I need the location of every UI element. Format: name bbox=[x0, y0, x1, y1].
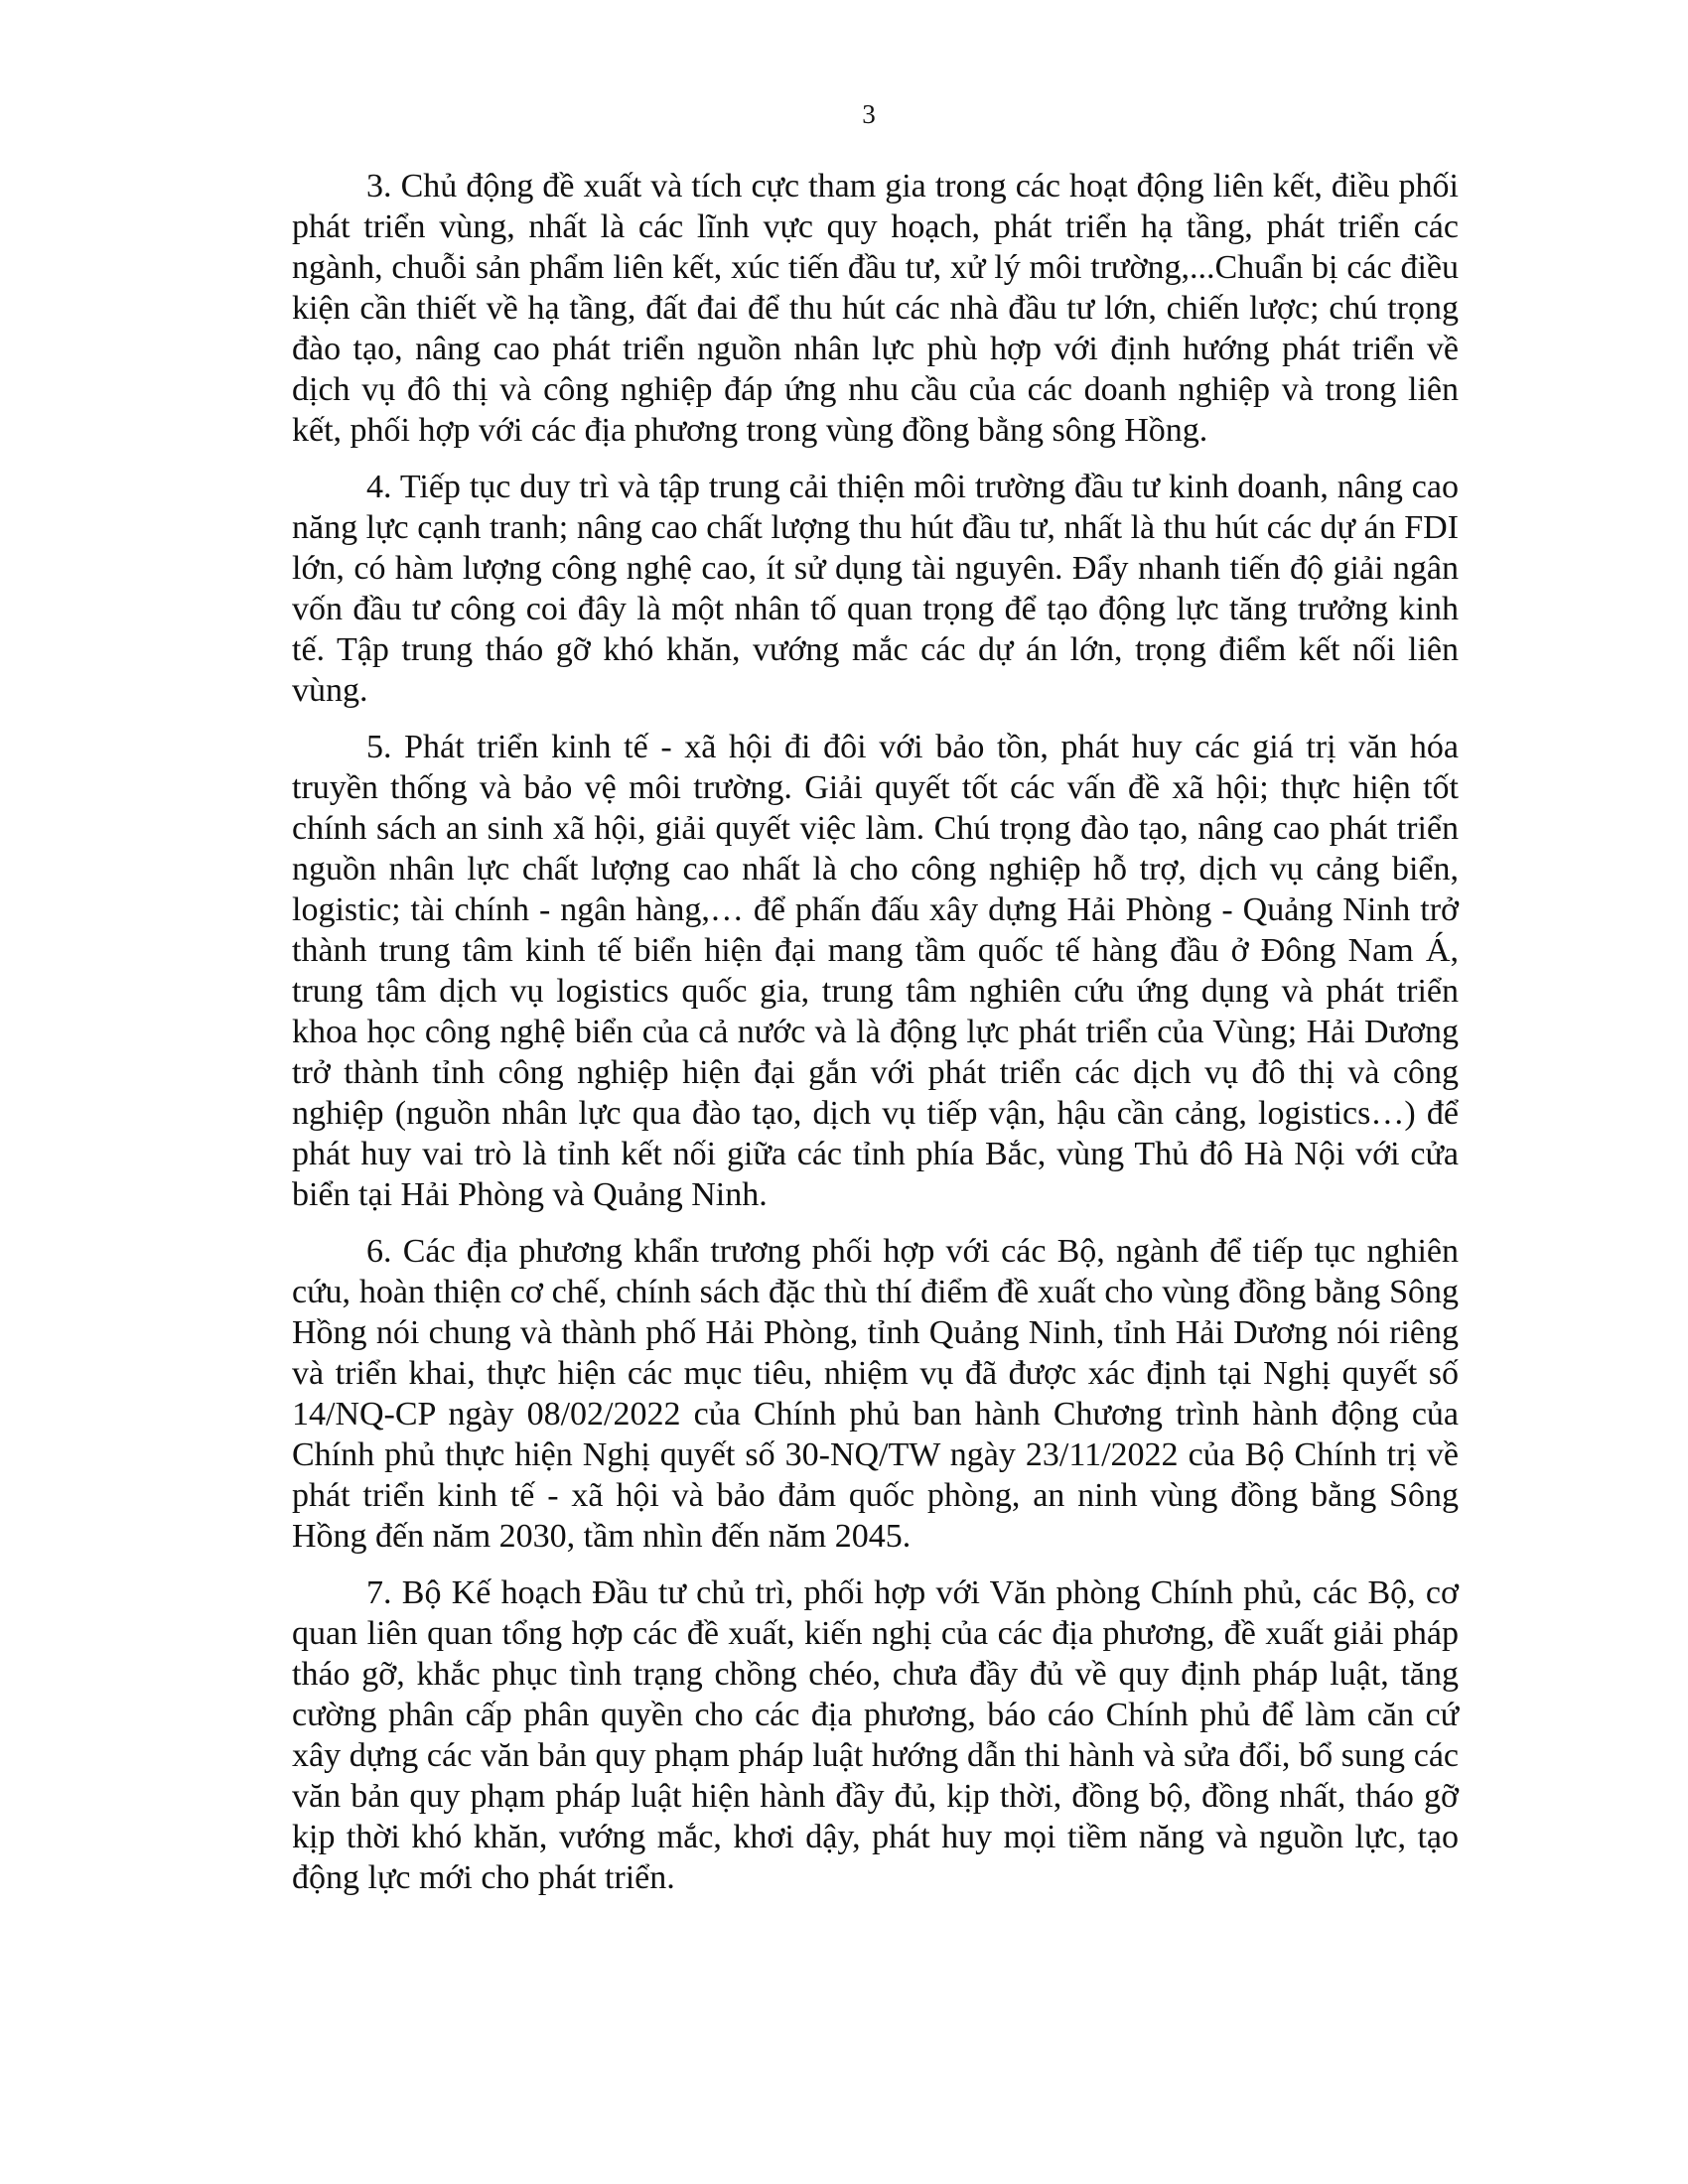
paragraph-4: 4. Tiếp tục duy trì và tập trung cải thiện môi trường đầu tư kinh doanh, nâng cao năng lực cạnh tranh; nâng cao chất lượng thu hút đầu tư, nhất là thu hút các dự án FDI lớn, có hàm lượng công nghệ cao, ít sử dụng tài nguyên. Đẩy nhanh tiến độ giải ngân vốn đầu tư công coi đây là một nhân tố quan trọng để tạo động lực tăng trưởng kinh tế. Tập trung tháo gỡ khó khăn, vướng mắc các dự án lớn, trọng điểm kết nối liên vùng. bbox=[292, 469, 1459, 709]
paragraph-6: 6. Các địa phương khẩn trương phối hợp với các Bộ, ngành để tiếp tục nghiên cứu, hoàn thiện cơ chế, chính sách đặc thù thí điểm đề xuất cho vùng đồng bằng Sông Hồng nói chung và thành phố Hải Phòng, tỉnh Quảng Ninh, tỉnh Hải Dương nói riêng và triển khai, thực hiện các mục tiêu, nhiệm vụ đã được xác định tại Nghị quyết số 14/NQ-CP ngày 08/02/2022 của Chính phủ ban hành Chương trình hành động của Chính phủ thực hiện Nghị quyết số 30-NQ/TW ngày 23/11/2022 của Bộ Chính trị về phát triển kinh tế - xã hội và bảo đảm quốc phòng, an ninh vùng đồng bằng Sông Hồng đến năm 2030, tầm nhìn đến năm 2045. bbox=[292, 1233, 1459, 1555]
paragraph-7: 7. Bộ Kế hoạch Đầu tư chủ trì, phối hợp với Văn phòng Chính phủ, các Bộ, cơ quan liên quan tổng hợp các đề xuất, kiến nghị của các địa phương, đề xuất giải pháp tháo gỡ, khắc phục tình trạng chồng chéo, chưa đầy đủ về quy định pháp luật, tăng cường phân cấp phân quyền cho các địa phương, báo cáo Chính phủ để làm căn cứ xây dựng các văn bản quy phạm pháp luật hướng dẫn thi hành và sửa đổi, bổ sung các văn bản quy phạm pháp luật hiện hành đầy đủ, kịp thời, đồng bộ, đồng nhất, tháo gỡ kịp thời khó khăn, vướng mắc, khơi dậy, phát huy mọi tiềm năng và nguồn lực, tạo động lực mới cho phát triển. bbox=[292, 1574, 1459, 1896]
page-number: 3 bbox=[862, 99, 876, 129]
paragraph-3: 3. Chủ động đề xuất và tích cực tham gia trong các hoạt động liên kết, điều phối phát triển vùng, nhất là các lĩnh vực quy hoạch, phát triển hạ tầng, phát triển các ngành, chuỗi sản phẩm liên kết, xúc tiến đầu tư, xử lý môi trường,...Chuẩn bị các điều kiện cần thiết về hạ tầng, đất đai để thu hút các nhà đầu tư lớn, chiến lược; chú trọng đào tạo, nâng cao phát triển nguồn nhân lực phù hợp với định hướng phát triển về dịch vụ đô thị và công nghiệp đáp ứng nhu cầu của các doanh nghiệp và trong liên kết, phối hợp với các địa phương trong vùng đồng bằng sông Hồng. bbox=[292, 168, 1459, 449]
document-body bbox=[292, 166, 1459, 1914]
paragraph-5: 5. Phát triển kinh tế - xã hội đi đôi với bảo tồn, phát huy các giá trị văn hóa truyền thống và bảo vệ môi trường. Giải quyết tốt các vấn đề xã hội; thực hiện tốt chính sách an sinh xã hội, giải quyết việc làm. Chú trọng đào tạo, nâng cao phát triển nguồn nhân lực chất lượng cao nhất là cho công nghiệp hỗ trợ, dịch vụ cảng biển, logistic; tài chính - ngân hàng,… để phấn đấu xây dựng Hải Phòng - Quảng Ninh trở thành trung tâm kinh tế biển hiện đại mang tầm quốc tế hàng đầu ở Đông Nam Á, trung tâm dịch vụ logistics quốc gia, trung tâm nghiên cứu ứng dụng và phát triển khoa học công nghệ biển của cả nước và là động lực phát triển của Vùng; Hải Dương trở thành tỉnh công nghiệp hiện đại gắn với phát triển các dịch vụ đô thị và công nghiệp (nguồn nhân lực qua đào tạo, dịch vụ tiếp vận, hậu cần cảng, logistics…) để phát huy vai trò là tỉnh kết nối giữa các tỉnh phía Bắc, vùng Thủ đô Hà Nội với cửa biển tại Hải Phòng và Quảng Ninh. bbox=[292, 729, 1459, 1213]
